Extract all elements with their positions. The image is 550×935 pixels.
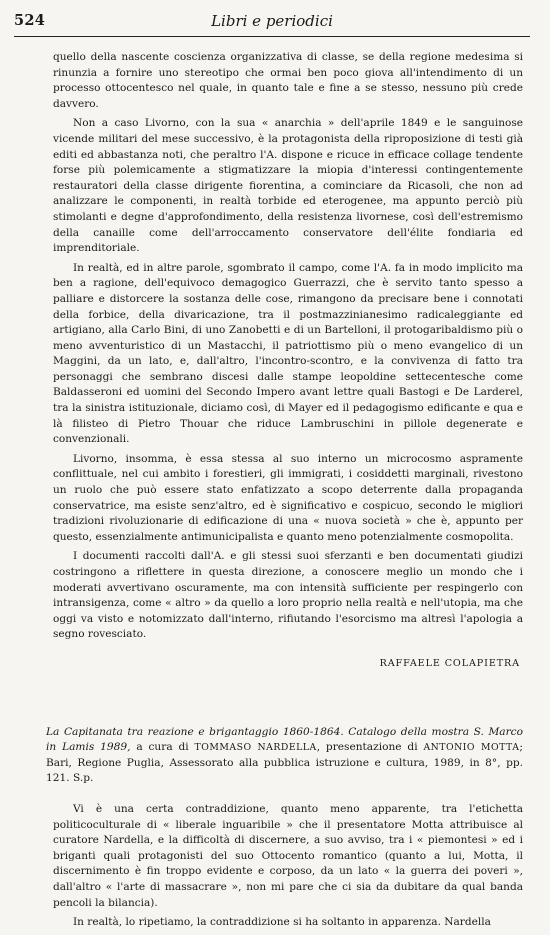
paragraph: quello della nascente coscienza organizzativa di classe, se della regione medesima si rinunzia a fornire uno stereotipo che ormai ben poco giova all'intendimento di un processo ottocentesco nel quale, in quanto tale e fine a se stesso, nessuno più crede davvero. [53,51,523,110]
book-title: La Capitanata tra reazione e brigantaggio 1860-1864. Catalogo della mostra S. Marco in Lamis 1989, [46,725,523,754]
paragraph: Non a caso Livorno, con la sua « anarchia » dell'aprile 1849 e le sanguinose vicende militari del mese successivo, è la protagonista della riproposizione di testi già editi ed abbastanza noti, che peraltro l'A. dispone e ricuce in efficace collage tendente forse più polemicamente a stigmatizzare la miopia d'interessi contingentemente restauratori della classe dirigente fiorentina, a cominciare da Ricasoli, che non ad analizzare le componenti, in realtà torbide ed eterogenee, ma appunto perciò più stimolanti e degne d'approfondimento, della resistenza livornese, così dell'estremismo della canaille come dell'arroccamento conservatore dell'élite fondiaria ed imprenditoriale. [53,117,523,255]
review-body [53,802,523,931]
page-number: 524 [14,12,46,29]
paragraph: In realtà, ed in altre parole, sgombrato il campo, come l'A. fa in modo implicito ma ben a ragione, dell'equivoco demagogico Guerrazzi, che è servito tanto spesso a palliare e distorcere la sostanza delle cose, rimangono da precisare bene i connotati della forbice, della divaricazione, tra il postmazzinianesimo radicaleggiante ed artigiano, alla Carlo Bini, di uno Zanobetti e di un Bartelloni, il protogaribaldismo più o meno avventuristico di un Mastacchi, il patriottismo più o meno evangelico di un Maggini, da un lato, e, dall'altro, l'incontro-scontro, e la convivenza di fatto tra personaggi che sembrano discesi dalle stampe leopoldine settecentesche come Baldasseroni ed uomini del Secondo Impero avant lettre quali Bastogi e De Larderel, tra la sinistra istituzionale, diciamo così, di Mayer ed il pedagogismo edificante e qua e là filisteo di Pietro Thouar che riduce Lambruschini in pillole degenerate e convenzionali. [53,261,523,446]
running-title: Libri e periodici [211,12,333,30]
review-heading [46,725,523,787]
curator-name: TOMMASO NARDELLA [194,742,317,754]
paragraph: I documenti raccolti dall'A. e gli stessi suoi sferzanti e ben documentati giudizi costringono a riflettere in questa direzione, a conoscere meglio un mondo che i moderati avvertivano oscuramente, ma con intensità sufficiente per respingerlo con intransigenza, come « altro » da quello a loro proprio nella realtà e nell'utopia, ma che oggi va visto e notomizzato dall'interno, rifiutando l'esorcismo ma altresì l'apologia a segno rovesciato. [53,550,523,641]
preface-author: ANTONIO MOTTA [423,742,520,754]
text-body [46,50,523,935]
preface-lead: , presentazione di [316,741,418,754]
review-paragraph: In realtà, lo ripetiamo, la contraddizione si ha soltanto in apparenza. Nardella [73,916,491,929]
running-header [14,10,530,37]
author-signature: RAFFAELE COLAPIETRA [379,657,520,669]
paragraph: Livorno, insomma, è essa stessa al suo interno un microcosmo aspramente conflittuale, nel cui ambito i forestieri, gli immigrati, i cosiddetti marginali, rivestono un ruolo che può essere stato enfatizzato a scopo deterrente dalla propaganda conservatrice, ma esiste senz'altro, ed è significativo e cospicuo, secondo le migliori tradizioni rivoluzionarie di edificazione di una « nuova società » che è, appunto per questo, essenzialmente antimunicipalista e quanto meno potenzialmente cosmopolita. [53,452,523,543]
curator-lead: a cura di [136,741,189,754]
review-paragraph: Vi è una certa contraddizione, quanto meno apparente, tra l'etichetta politicoculturale di « liberale inguaribile » che il presentatore Motta attribuisce al curatore Nardella, e la difficoltà di discernere, a suo avviso, tra i « piemontesi » ed i briganti quali protagonisti del suo Ottocento romantico (quanto a lui, Motta, il discernimento è fin troppo evidente e corposo, da un lato « la guerra dei poveri », dall'altro « l'arte di massacrare », non mi pare che ci sia da dubitare da qual banda pencoli la bilancia). [53,802,523,909]
publication-details: ; Bari, Regione Puglia, Assessorato alla pubblica istruzione e cultura, 1989, in 8°, pp. 121. S.p. [46,741,523,785]
